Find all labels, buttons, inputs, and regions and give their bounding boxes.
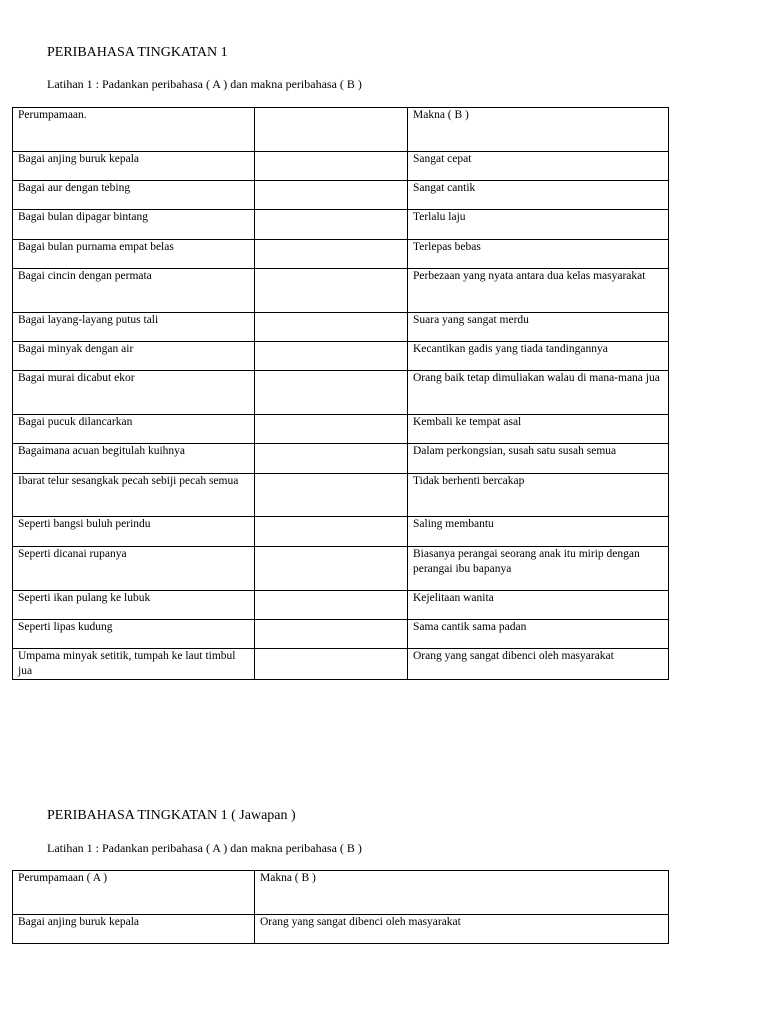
answer-header-col-b: Makna ( B ) <box>255 871 669 915</box>
meaning-cell: Suara yang sangat merdu <box>408 313 669 342</box>
proverb-cell: Seperti bangsi buluh perindu <box>13 517 255 547</box>
meaning-cell: Terlalu laju <box>408 210 669 240</box>
proverb-cell: Umpama minyak setitik, tumpah ke laut timbul jua <box>13 649 255 680</box>
meaning-cell: Kejelitaan wanita <box>408 591 669 620</box>
blank-answer-cell <box>255 313 408 342</box>
blank-answer-cell <box>255 152 408 181</box>
meaning-cell: Kecantikan gadis yang tiada tandingannya <box>408 342 669 371</box>
page-title: PERIBAHASA TINGKATAN 1 <box>47 45 228 60</box>
blank-answer-cell <box>255 547 408 591</box>
table-header-row <box>13 108 669 152</box>
meaning-cell: Dalam perkongsian, susah satu susah semua <box>408 444 669 474</box>
meaning-cell: Saling membantu <box>408 517 669 547</box>
answer-row <box>13 915 669 944</box>
answer-title: PERIBAHASA TINGKATAN 1 ( Jawapan ) <box>47 808 296 823</box>
table-row <box>13 547 669 591</box>
table-row <box>13 620 669 649</box>
table-row <box>13 313 669 342</box>
meaning-cell: Sama cantik sama padan <box>408 620 669 649</box>
blank-answer-cell <box>255 269 408 313</box>
answer-header-col-a: Perumpamaan ( A ) <box>13 871 255 915</box>
table-row <box>13 649 669 680</box>
blank-answer-cell <box>255 415 408 444</box>
proverb-cell: Ibarat telur sesangkak pecah sebiji pecah semua <box>13 474 255 517</box>
proverb-cell: Bagai anjing buruk kepala <box>13 152 255 181</box>
table-row <box>13 269 669 313</box>
blank-answer-cell <box>255 649 408 680</box>
table-row <box>13 181 669 210</box>
table-row <box>13 444 669 474</box>
exercise-table <box>12 107 669 680</box>
blank-answer-cell <box>255 240 408 269</box>
blank-answer-cell <box>255 181 408 210</box>
header-col-b: Makna ( B ) <box>408 108 669 152</box>
blank-answer-cell <box>255 620 408 649</box>
answer-meaning-cell: Orang yang sangat dibenci oleh masyarakat <box>255 915 669 944</box>
table-row <box>13 517 669 547</box>
proverb-cell: Bagai bulan purnama empat belas <box>13 240 255 269</box>
proverb-cell: Bagai cincin dengan permata <box>13 269 255 313</box>
header-col-blank <box>255 108 408 152</box>
meaning-cell: Sangat cepat <box>408 152 669 181</box>
meaning-cell: Orang baik tetap dimuliakan walau di mana-mana jua <box>408 371 669 415</box>
proverb-cell: Bagai minyak dengan air <box>13 342 255 371</box>
proverb-cell: Bagai aur dengan tebing <box>13 181 255 210</box>
table-row <box>13 240 669 269</box>
meaning-cell: Perbezaan yang nyata antara dua kelas masyarakat <box>408 269 669 313</box>
table-row <box>13 591 669 620</box>
exercise-instruction: Latihan 1 : Padankan peribahasa ( A ) dan makna peribahasa ( B ) <box>47 77 362 91</box>
blank-answer-cell <box>255 371 408 415</box>
blank-answer-cell <box>255 210 408 240</box>
proverb-cell: Bagaimana acuan begitulah kuihnya <box>13 444 255 474</box>
proverb-cell: Seperti dicanai rupanya <box>13 547 255 591</box>
meaning-cell: Tidak berhenti bercakap <box>408 474 669 517</box>
proverb-cell: Bagai pucuk dilancarkan <box>13 415 255 444</box>
proverb-cell: Seperti ikan pulang ke lubuk <box>13 591 255 620</box>
answer-table <box>12 870 669 944</box>
blank-answer-cell <box>255 591 408 620</box>
blank-answer-cell <box>255 517 408 547</box>
meaning-cell: Kembali ke tempat asal <box>408 415 669 444</box>
meaning-cell: Orang yang sangat dibenci oleh masyarakat <box>408 649 669 680</box>
table-row <box>13 415 669 444</box>
blank-answer-cell <box>255 474 408 517</box>
meaning-cell: Terlepas bebas <box>408 240 669 269</box>
table-row <box>13 474 669 517</box>
meaning-cell: Sangat cantik <box>408 181 669 210</box>
proverb-cell: Bagai bulan dipagar bintang <box>13 210 255 240</box>
answer-proverb-cell: Bagai anjing buruk kepala <box>13 915 255 944</box>
meaning-cell: Biasanya perangai seorang anak itu mirip dengan perangai ibu bapanya <box>408 547 669 591</box>
blank-answer-cell <box>255 342 408 371</box>
table-row <box>13 342 669 371</box>
proverb-cell: Seperti lipas kudung <box>13 620 255 649</box>
table-row <box>13 210 669 240</box>
answer-instruction: Latihan 1 : Padankan peribahasa ( A ) dan makna peribahasa ( B ) <box>47 841 362 855</box>
proverb-cell: Bagai murai dicabut ekor <box>13 371 255 415</box>
table-row <box>13 371 669 415</box>
header-col-a: Perumpamaan. <box>13 108 255 152</box>
table-row <box>13 152 669 181</box>
answer-header-row <box>13 871 669 915</box>
proverb-cell: Bagai layang-layang putus tali <box>13 313 255 342</box>
blank-answer-cell <box>255 444 408 474</box>
